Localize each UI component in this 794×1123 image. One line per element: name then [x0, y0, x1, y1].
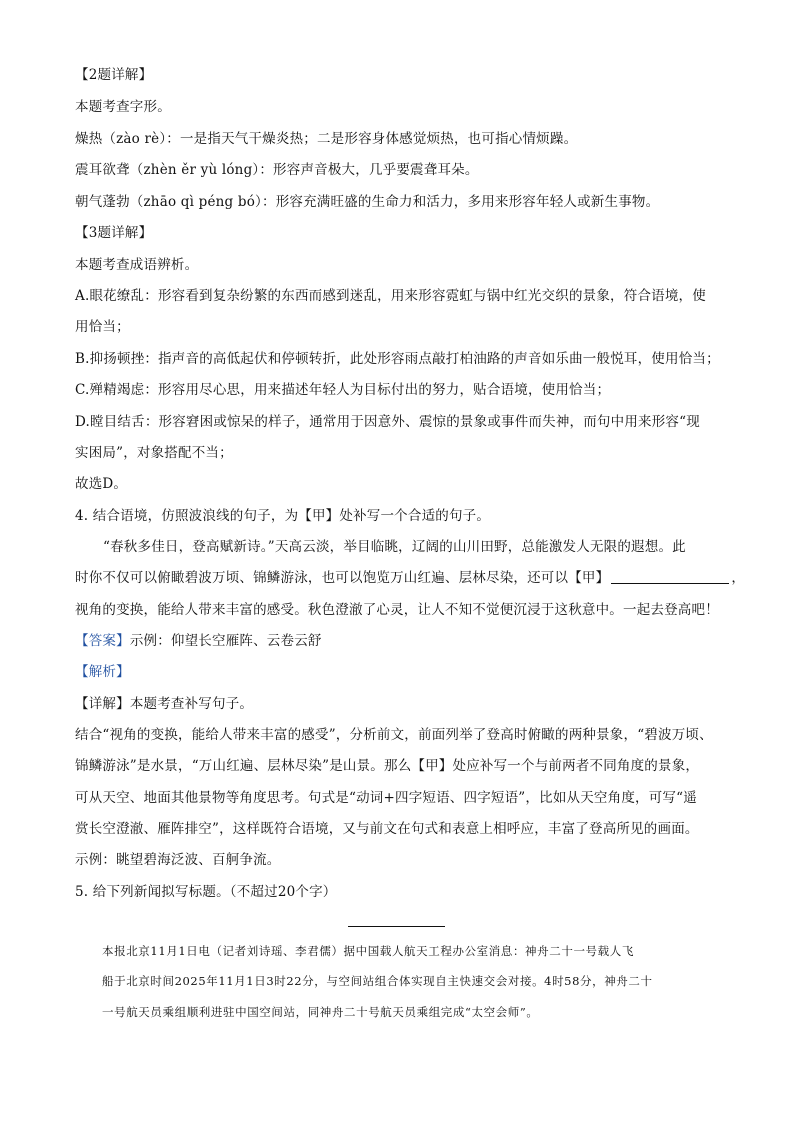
q4-explanation-line-4: 赏长空澄澈、雁阵排空”，这样既符合语境，又与前文在句式和表意上相呼应，丰富了登高所见的画面。	[75, 821, 699, 837]
q4-answer	[75, 632, 322, 650]
q3-option-b: B.抑扬顿挫：指声音的高低起伏和停顿转折，此处形容雨点敲打柏油路的声音如乐曲一般悦耳，使用恰当；	[75, 351, 720, 367]
q4-detail	[75, 695, 253, 713]
news-line-2: 船于北京时间2025年11月1日3时22分，与空间站组合体实现自主快速交会对接。4时58分，神舟二十	[102, 974, 653, 988]
q4-question: 4. 结合语境，仿照波浪线的句子，为【甲】处补写一个合适的句子。	[75, 508, 491, 524]
divider-line	[348, 926, 445, 927]
news-line-1: 本报北京11月1日电（记者刘诗瑶、李君儒）据中国载人航天工程办公室消息：神舟二十一号载人飞	[102, 944, 634, 958]
q5-question: 5. 给下列新闻拟写标题。（不超过20个字）	[75, 884, 337, 900]
q3-heading: 【3题详解】	[75, 225, 153, 241]
q4-passage-line-2-text: 时你不仅可以俯瞰碧波万顷、锦鳞游泳，也可以饱览万山红遍、层林尽染，还可以【甲】	[75, 570, 610, 586]
q2-intro: 本题考查字形。	[75, 99, 171, 115]
q3-intro: 本题考查成语辨析。	[75, 257, 199, 273]
q2-heading: 【2题详解】	[75, 67, 153, 83]
analysis-tag: 【解析】	[75, 664, 130, 680]
q2-word-3: 朝气蓬勃（zhāo qì péng bó）：形容充满旺盛的生命力和活力，多用来形容年轻人或新生事物。	[75, 194, 660, 210]
answer-blank	[611, 569, 729, 584]
detail-tag: 【详解】	[75, 696, 130, 712]
q3-conclusion: 故选D。	[75, 476, 128, 492]
news-line-3: 一号航天员乘组顺利进驻中国空间站，同神舟二十号航天员乘组完成“太空会师”。	[102, 1005, 539, 1019]
q3-option-d-line-2: 实困局”，对象搭配不当；	[75, 445, 233, 461]
answer-text: 示例：仰望长空雁阵、云卷云舒	[129, 633, 322, 649]
detail-intro: 本题考查补写句子。	[129, 696, 254, 712]
q3-option-c: C.殚精竭虑：形容用尽心思，用来描述年轻人为目标付出的努力，贴合语境，使用恰当；	[75, 382, 611, 398]
q4-explanation-line-3: 可从天空、地面其他景物等角度思考。句式是“动词+四字短语、四字短语”，比如从天空角度，可写“遥	[75, 790, 697, 806]
q4-explanation-line-1: 结合“视角的变换，能给人带来丰富的感受”，分析前文，前面列举了登高时俯瞰的两种景象，“碧波万顷、	[75, 727, 713, 743]
q3-option-a-line-1: A.眼花缭乱：形容看到复杂纷繁的东西而感到迷乱，用来形容霓虹与锅中红光交织的景象，符合语境，使	[75, 288, 706, 304]
q4-passage-line-1: “春秋多佳日，登高赋新诗。”天高云淡，举目临眺，辽阔的山川田野，总能激发人无限的遐想。此	[103, 539, 686, 555]
q4-example: 示例：眺望碧海泛波、百舸争流。	[75, 852, 281, 868]
q2-word-1: 燥热（zào rè）：一是指天气干燥炎热；二是形容身体感觉烦热，也可指心情烦躁。	[75, 131, 578, 147]
answer-tag: 【答案】	[75, 633, 130, 649]
q4-passage-line-2-end: ，	[731, 570, 746, 586]
q4-passage-line-2	[75, 569, 745, 587]
q3-option-d-line-1: D.瞠目结舌：形容窘困或惊呆的样子，通常用于因意外、震惊的景象或事件而失神，而句中用来形容“现	[75, 414, 700, 430]
q4-explanation-line-2: 锦鳞游泳”是水景，“万山红遍、层林尽染”是山景。那么【甲】处应补写一个与前两者不同角度的景象，	[75, 758, 700, 774]
q3-option-a-line-2: 用恰当；	[75, 319, 130, 335]
q4-passage-line-3: 视角的变换，能给人带来丰富的感受。秋色澄澈了心灵，让人不知不觉便沉浸于这秋意中。一起去登高吧！	[75, 602, 719, 618]
q2-word-2: 震耳欲聋（zhèn ěr yù lóng）：形容声音极大，几乎要震聋耳朵。	[75, 162, 479, 178]
